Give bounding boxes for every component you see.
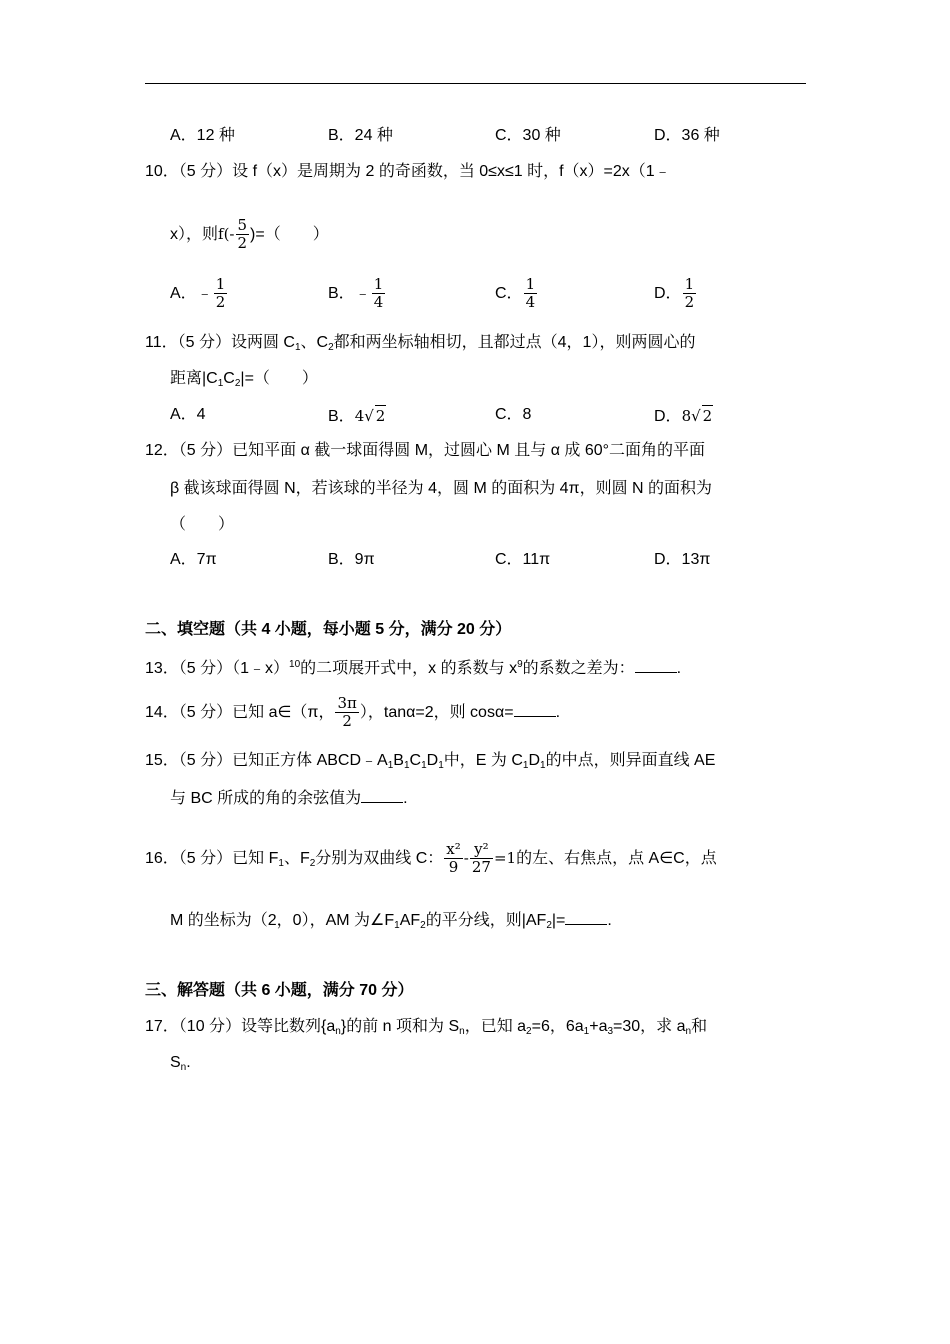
q10-option-c: C． $\frac{1}{4}$ bbox=[495, 275, 536, 312]
q11-option-b: B．4√ 2 bbox=[328, 407, 386, 425]
q12-option-a: A．7π bbox=[170, 551, 217, 568]
q11-option-a: A．4 bbox=[170, 406, 206, 423]
q16-line1: 16．（5 分）已知 $F_1$、$F_2$分别为双曲线 C： $\frac{\text{x²}}{9}$ - $\frac{\text{y²}}{27}$ =1的左、右焦点，点 A∈C，点 bbox=[145, 840, 717, 877]
q9-option-a: A．12 种 bbox=[170, 127, 235, 144]
q11-option-c: C．8 bbox=[495, 406, 532, 423]
q10-option-a: A．﹣ $\frac{1}{2}$ bbox=[170, 275, 226, 312]
q10-option-d: D． $\frac{1}{2}$ bbox=[654, 275, 695, 312]
q15-line1: 15．（5 分）已知正方体 $ABCD﹣A_1B_1C_1D_1$中，E 为 $C_1D_1$的中点，则异面直线 AE bbox=[145, 752, 716, 771]
q12-line2: β 截该球面得圆 N，若该球的半径为 4，圆 M 的面积为 4π，则圆 N 的面积为 bbox=[170, 480, 713, 497]
q11-line1: 11．（5 分）设两圆 $C_1$、$C_2$都和两坐标轴相切，且都过点（4，1），则两圆心的 bbox=[145, 334, 696, 353]
q10-line2: x），则f(- $\frac{5}{2}$ )=（ ） bbox=[170, 216, 329, 253]
q12-line3: （ ） bbox=[170, 516, 235, 533]
section-heading-fill-in: 二、填空题（共 4 小题，每小题 5 分，满分 20 分） bbox=[145, 621, 512, 638]
q15-answer-blank bbox=[361, 790, 403, 803]
q14-answer-blank bbox=[514, 704, 556, 717]
section-heading-solutions: 三、解答题（共 6 小题，满分 70 分） bbox=[145, 982, 414, 999]
q11-line2: 距离$|C_1C_2|=$（ ） bbox=[170, 370, 318, 389]
q14-line: 14．（5 分）已知 a∈（π， $\frac{3\pi}{2}$ ），tanα=2，则 cosα= . bbox=[145, 694, 561, 731]
header-rule bbox=[145, 83, 806, 84]
q12-option-c: C．11π bbox=[495, 551, 551, 568]
q9-option-c: C．30 种 bbox=[495, 127, 561, 144]
q16-answer-blank bbox=[565, 912, 607, 925]
q11-option-d: D．8√ 2 bbox=[654, 407, 713, 425]
q10-line1: 10．（5 分）设 f（x）是周期为 2 的奇函数，当 0≤x≤1 时，f（x）=2x（1﹣ bbox=[145, 163, 671, 180]
q9-option-d: D．36 种 bbox=[654, 127, 720, 144]
q17-line1: 17．（10 分）设等比数列$\{a_n\}$的前 n 项和为 $S_n$，已知 $a_2=6$，$6a_1+a_3=30$，求 $a_n$和 bbox=[145, 1018, 708, 1037]
q10-option-b: B．﹣ $\frac{1}{4}$ bbox=[328, 275, 384, 312]
q12-option-b: B．9π bbox=[328, 551, 375, 568]
q12-option-d: D．13π bbox=[654, 551, 711, 568]
q13-line: 13．（5 分）（1﹣x）$^{10}$的二项展开式中，x 的系数与 $x^9$的系数之差为： . bbox=[145, 659, 682, 677]
q13-answer-blank bbox=[635, 660, 677, 673]
q16-line2: M 的坐标为（2，0），AM 为$\angle F_1AF_2$的平分线，则$|AF_2|=$ . bbox=[170, 912, 612, 931]
q17-line2: $S_n$. bbox=[170, 1054, 191, 1073]
q9-option-b: B．24 种 bbox=[328, 127, 393, 144]
q15-line2: 与 BC 所成的角的余弦值为 . bbox=[170, 790, 408, 807]
q12-line1: 12．（5 分）已知平面 α 截一球面得圆 M，过圆心 M 且与 α 成 60°二面角的平面 bbox=[145, 442, 706, 459]
